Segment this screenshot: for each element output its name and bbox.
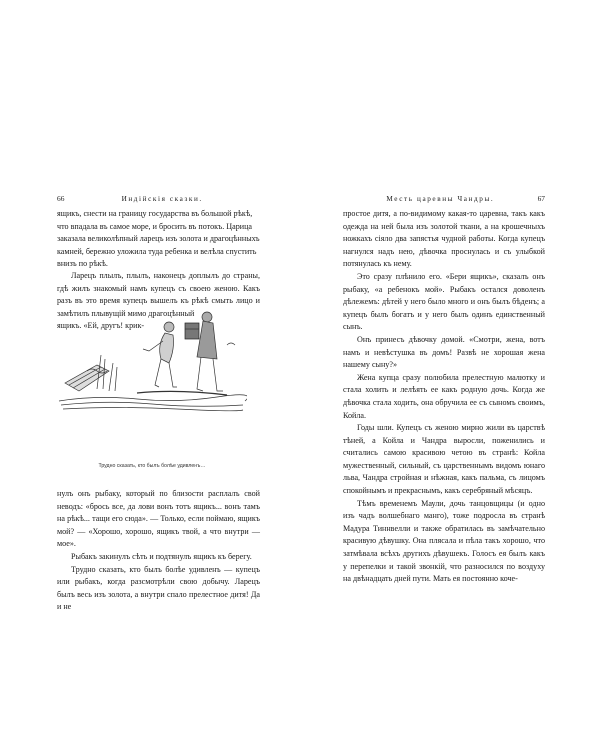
left-running-title: Индійскія сказки. <box>121 195 203 203</box>
fisherman-merchant-illustration <box>57 305 247 413</box>
right-main-text <box>343 208 545 586</box>
left-line-1: ящикъ, снести на границу государства въ большой рѣкѣ, <box>57 209 253 218</box>
left-line-5: внизъ по рѣкѣ. <box>57 259 108 269</box>
left-bottom-paragraph-2: Рыбакъ закинулъ сѣть и подтянулъ ящикъ къ берегу. <box>71 551 252 561</box>
left-top-text <box>57 208 260 271</box>
illustration-caption: Трудно сказать, кто былъ болѣе удивленъ… <box>98 463 206 469</box>
left-wrap-paragraph: Ларецъ плылъ, плылъ, наконецъ доплылъ до страны, гдѣ жилъ знакомый намъ купецъ съ своею женою. Какъ разъ въ это время купецъ вышелъ къ рѣкѣ смыть лицо и замѣтилъ плывущій мимо драгоцѣнный <box>57 271 260 318</box>
right-paragraph-4: Жена купца сразу полюбила прелестную малютку и стала холить и лелѣять ее какъ родную дочь. Когда же дѣвочка стала ходить, она обручила ее съ сыномъ своимъ, Койла. <box>343 372 545 420</box>
left-running-head <box>57 194 260 203</box>
right-paragraph-3: Онъ принесъ дѣвочку домой. «Смотри, жена, вотъ намъ и невѣстушка въ домъ! Развѣ не хорошая жена нашему сыну?» <box>343 334 545 370</box>
left-line-2: что впадала въ самое море, и бросить въ потокъ. Царица <box>57 221 253 231</box>
right-running-head <box>343 194 545 203</box>
right-page-number: 67 <box>537 194 545 203</box>
left-line-3: заказала великолѣпный ларецъ изъ золота и драгоцѣнныхъ <box>57 234 260 244</box>
right-paragraph-1: простое дитя, а по-видимому какая-то царевна, такъ какъ одежда на ней была изъ золотой ткани, а на крошечныхъ ножкахъ сіяло два запястья чудной работы. Когда купецъ нагнулся надъ нею, дѣвочка проснулась и съ улыбкой потянулась къ нему. <box>343 209 545 269</box>
right-paragraph-6: Тѣмъ временемъ Маули, дочь танцовщицы (и одно изъ чадъ волшебнаго манго), тоже подросла въ странѣ Мадура Тиннвелли и также обратилась въ замѣчательно красивую дѣвушку. Она плясала и пѣла такъ хорошо, что затмѣвала всѣхъ другихъ дѣвушекъ. Голосъ ея былъ какъ у перепелки и такой звонкій, что разносился по воздуху на двѣнадцать дней пути. Мать ея постоянно кочe- <box>343 498 545 584</box>
left-line-4: камней, бережно уложила туда ребенка и велѣла спустить <box>57 246 257 256</box>
left-wrap-paragraph-tail: ящикъ. «Ей, другъ! крик- <box>57 321 145 331</box>
right-paragraph-2: Это сразу плѣнило его. «Бери ящикъ», сказалъ онъ рыбаку, «а ребенокъ мой». Рыбакъ остался доволенъ дѣлежемъ: дѣтей у него было много и онъ былъ бѣденъ; а купецъ былъ богатъ и у него былъ одинъ единственный сынъ. <box>343 271 545 332</box>
right-page <box>300 0 600 750</box>
right-paragraph-5: Годы шли. Купецъ съ женою мирно жили въ царствѣ тѣней, а Койла и Чандра выросли, поженились и считались самою красивою четою въ странѣ: Койла мужественный, сильный, съ царственнымъ видомъ юнаго льва, Чандра стройная и нѣжная, какъ пальма, съ лицомъ спокойнымъ и прекраснымъ, какъ серебряный мѣсяцъ. <box>343 423 545 496</box>
left-bottom-paragraph-3: Трудно сказать, кто былъ болѣе удивленъ — купецъ или рыбакъ, когда разсмотрѣли свою добычу. Ларецъ былъ весь изъ золота, а внутри спало прелестное дитя! Да и не <box>57 564 260 612</box>
right-running-title: Месть царевны Чандры. <box>386 195 495 203</box>
left-bottom-text <box>57 488 260 614</box>
left-bottom-paragraph-1: нулъ онъ рыбаку, который по близости расплалъ свой неводъ: «брось все, да лови вонъ тотъ ящикъ... вонъ тамъ на рѣкѣ... тащи его сюда». — Только, если поймаю, ящикъ мой? — «Хорошо, хорошо, ящикъ твой, а что внутри — мое». <box>57 489 260 549</box>
left-page-number: 66 <box>57 194 65 203</box>
